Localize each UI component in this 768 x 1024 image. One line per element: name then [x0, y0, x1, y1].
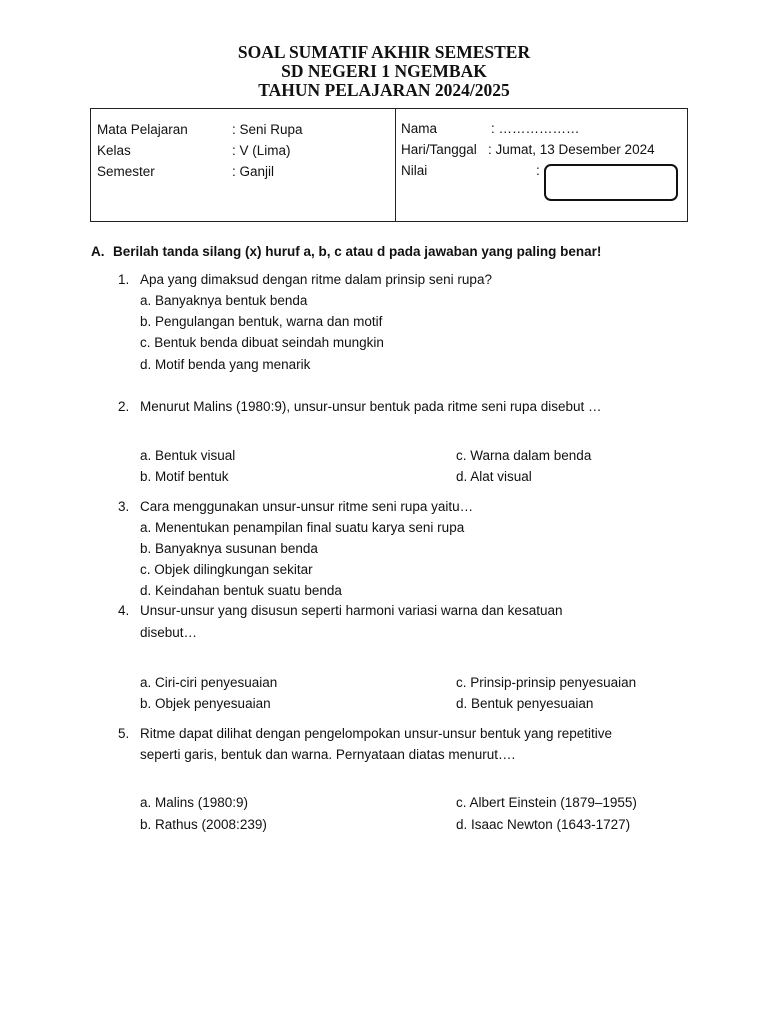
question-1-option-a[interactable]: a. Banyaknya bentuk benda [140, 293, 308, 308]
question-3-option-a[interactable]: a. Menentukan penampilan final suatu karya seni rupa [140, 520, 465, 535]
question-5-text-line-1: Ritme dapat dilihat dengan pengelompokan unsur-unsur bentuk yang repetitive [140, 726, 613, 741]
nilai-label: Nilai [401, 163, 428, 178]
title-line-3: TAHUN PELAJARAN 2024/2025 [258, 80, 510, 100]
question-3-option-d[interactable]: d. Keindahan bentuk suatu benda [140, 583, 342, 598]
question-5-option-d[interactable]: d. Isaac Newton (1643-1727) [456, 817, 631, 832]
nama-label: Nama [401, 121, 438, 136]
semester-value: : Ganjil [232, 164, 275, 179]
title-line-1: SOAL SUMATIF AKHIR SEMESTER [237, 42, 531, 62]
mapel-value: : Seni Rupa [232, 122, 303, 137]
nilai-score-box[interactable] [544, 164, 678, 201]
section-instruction: Berilah tanda silang (x) huruf a, b, c atau d pada jawaban yang paling benar! [113, 244, 602, 259]
question-5-option-a[interactable]: a. Malins (1980:9) [140, 795, 249, 810]
question-4-number: 4. [118, 603, 130, 618]
question-2-option-b[interactable]: b. Motif bentuk [140, 469, 229, 484]
question-1-option-d[interactable]: d. Motif benda yang menarik [140, 357, 311, 372]
identity-box-divider [395, 108, 396, 222]
question-4-option-a[interactable]: a. Ciri-ciri penyesuaian [140, 675, 278, 690]
question-5-option-b[interactable]: b. Rathus (2008:239) [140, 817, 267, 832]
question-2-number: 2. [118, 399, 130, 414]
question-2-option-d[interactable]: d. Alat visual [456, 469, 532, 484]
tanggal-value: : Jumat, 13 Desember 2024 [488, 142, 655, 157]
question-3-option-c[interactable]: c. Objek dilingkungan sekitar [140, 562, 313, 577]
section-letter: A. [91, 244, 105, 259]
question-1-number: 1. [118, 272, 130, 287]
nilai-colon: : [536, 163, 540, 178]
kelas-value: : V (Lima) [232, 143, 291, 158]
question-4-option-c[interactable]: c. Prinsip-prinsip penyesuaian [456, 675, 637, 690]
question-2-option-c[interactable]: c. Warna dalam benda [456, 448, 592, 463]
question-4-option-d[interactable]: d. Bentuk penyesuaian [456, 696, 594, 711]
semester-label: Semester [97, 164, 155, 179]
question-5-number: 5. [118, 726, 130, 741]
question-3-text: Cara menggunakan unsur-unsur ritme seni rupa yaitu… [140, 499, 474, 514]
mapel-label: Mata Pelajaran [97, 122, 188, 137]
question-2-text: Menurut Malins (1980:9), unsur-unsur bentuk pada ritme seni rupa disebut … [140, 399, 602, 414]
nama-field[interactable]: : ……………… [491, 121, 580, 136]
tanggal-label: Hari/Tanggal [401, 142, 477, 157]
question-1-text: Apa yang dimaksud dengan ritme dalam prinsip seni rupa? [140, 272, 492, 287]
question-3-option-b[interactable]: b. Banyaknya susunan benda [140, 541, 318, 556]
question-4-text-line-2: disebut… [140, 625, 198, 640]
question-3-number: 3. [118, 499, 130, 514]
title-line-2: SD NEGERI 1 NGEMBAK [281, 61, 487, 81]
question-5-option-c[interactable]: c. Albert Einstein (1879–1955) [456, 795, 637, 810]
kelas-label: Kelas [97, 143, 131, 158]
question-5-text-line-2: seperti garis, bentuk dan warna. Pernyataan diatas menurut…. [140, 747, 516, 762]
question-4-option-b[interactable]: b. Objek penyesuaian [140, 696, 271, 711]
question-2-option-a[interactable]: a. Bentuk visual [140, 448, 236, 463]
question-1-option-c[interactable]: c. Bentuk benda dibuat seindah mungkin [140, 335, 384, 350]
question-1-option-b[interactable]: b. Pengulangan bentuk, warna dan motif [140, 314, 383, 329]
question-4-text-line-1: Unsur-unsur yang disusun seperti harmoni variasi warna dan kesatuan [140, 603, 563, 618]
